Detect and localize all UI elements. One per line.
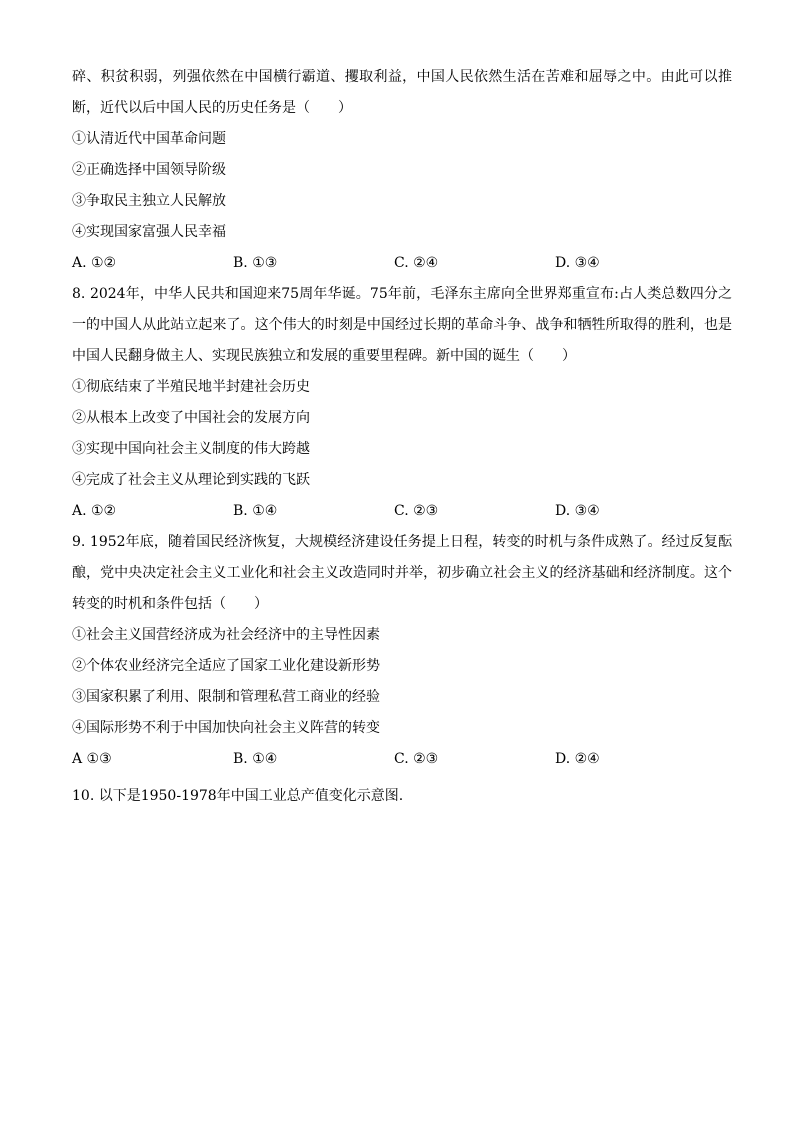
question-7-choice-b: B. ①③ [233, 255, 278, 271]
question-8-choice-c: C. ②③ [394, 503, 439, 519]
question-7 [72, 62, 732, 279]
question-9-choices [72, 744, 732, 775]
question-9-choice-b: B. ①④ [233, 751, 278, 767]
question-7-stem: 碎、积贫积弱，列强依然在中国横行霸道、攫取利益，中国人民依然生活在苦难和屈辱之中。由此可以推断，近代以后中国人民的历史任务是（ ） [72, 69, 732, 116]
question-7-choices [72, 248, 732, 279]
question-8 [72, 279, 732, 527]
question-7-option-1: ①认清近代中国革命问题 [72, 131, 226, 147]
question-9-choice-a: A ①③ [72, 751, 112, 767]
question-9-option-1: ①社会主义国营经济成为社会经济中的主导性因素 [72, 627, 380, 643]
question-7-choice-d: D. ③④ [555, 255, 600, 271]
question-9-stem: 9. 1952年底，随着国民经济恢复，大规模经济建设任务提上日程，转变的时机与条件成熟了。经过反复酝酿，党中央决定社会主义工业化和社会主义改造同时并举，初步确立社会主义的经济基础和经济制度。这个转变的时机和条件包括（ ） [72, 534, 732, 612]
question-8-stem: 8. 2024年，中华人民共和国迎来75周年华诞。75年前，毛泽东主席向全世界郑重宣布:占人类总数四分之一的中国人从此站立起来了。这个伟大的时刻是中国经过长期的革命斗争、战争和牺牲所取得的胜利，也是中国人民翻身做主人、实现民族独立和发展的重要里程碑。新中国的诞生（ ） [72, 286, 732, 364]
question-9-choice-c: C. ②③ [394, 751, 439, 767]
question-8-option-1: ①彻底结束了半殖民地半封建社会历史 [72, 379, 310, 395]
question-8-option-4: ④完成了社会主义从理论到实践的飞跃 [72, 472, 310, 488]
question-8-option-2: ②从根本上改变了中国社会的发展方向 [72, 410, 310, 426]
question-8-choice-a: A. ①② [72, 503, 117, 519]
question-9-option-3: ③国家积累了利用、限制和管理私营工商业的经验 [72, 689, 380, 705]
question-7-option-2: ②正确选择中国领导阶级 [72, 162, 226, 178]
question-8-choice-d: D. ③④ [555, 503, 600, 519]
question-10-stem: 10. 以下是1950-1978年中国工业总产值变化示意图. [72, 788, 404, 804]
question-9-option-4: ④国际形势不利于中国加快向社会主义阵营的转变 [72, 720, 380, 736]
question-8-choices [72, 496, 732, 527]
question-10 [72, 781, 732, 812]
question-9 [72, 527, 732, 775]
question-7-option-4: ④实现国家富强人民幸福 [72, 224, 226, 240]
document-page [72, 62, 732, 812]
question-7-choice-c: C. ②④ [394, 255, 439, 271]
question-9-choice-d: D. ②④ [555, 751, 600, 767]
question-8-option-3: ③实现中国向社会主义制度的伟大跨越 [72, 441, 310, 457]
question-7-choice-a: A. ①② [72, 255, 117, 271]
question-7-option-3: ③争取民主独立人民解放 [72, 193, 226, 209]
question-9-option-2: ②个体农业经济完全适应了国家工业化建设新形势 [72, 658, 380, 674]
question-8-choice-b: B. ①④ [233, 503, 278, 519]
